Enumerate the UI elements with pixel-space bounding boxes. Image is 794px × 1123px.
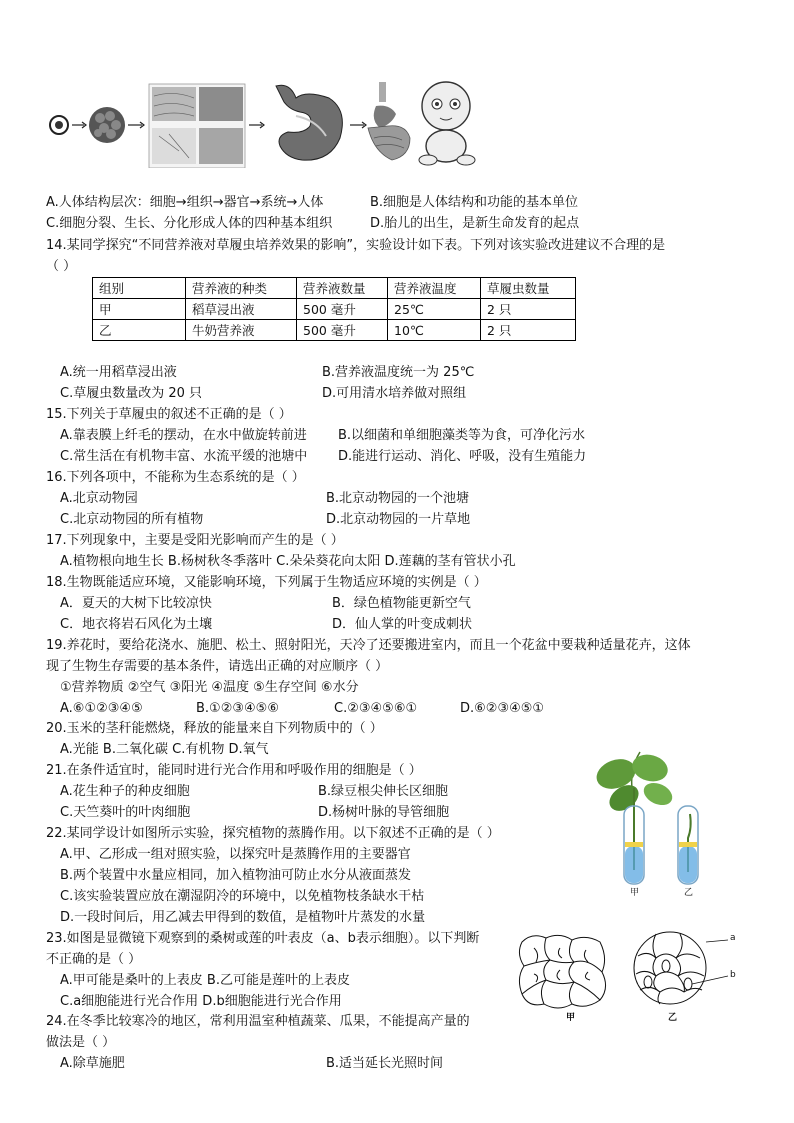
q17-stem: 17.下列现象中，主要是受阳光影响而产生的是（ ） bbox=[46, 533, 344, 548]
q16-option-b: B.北京动物园的一个池塘 bbox=[326, 491, 470, 506]
q14-option-b: B.营养液温度统一为 25℃ bbox=[322, 365, 475, 380]
table-header-cell: 营养液的种类 bbox=[186, 278, 297, 299]
q21-option-c: C.天竺葵叶的叶肉细胞 bbox=[60, 805, 191, 820]
q18-option-a: A．夏天的大树下比较凉快 bbox=[60, 596, 212, 611]
fig-label-jia: 甲 bbox=[630, 888, 640, 898]
q16-option-a: A.北京动物园 bbox=[60, 491, 138, 506]
q13-option-c: C.细胞分裂、生长、分化形成人体的四种基本组织 bbox=[46, 216, 333, 231]
q19-items: ①营养物质 ②空气 ③阳光 ④温度 ⑤生存空间 ⑥水分 bbox=[60, 680, 359, 695]
q24-stem-line2: 做法是（ ） bbox=[46, 1035, 116, 1050]
q18-option-d: D．仙人掌的叶变成刺状 bbox=[332, 617, 473, 632]
q23-stem-line1: 23.如图是显微镜下观察到的桑树或莲的叶表皮（a、b表示细胞）。以下判断 bbox=[46, 931, 480, 946]
table-cell: 2 只 bbox=[481, 320, 576, 341]
table-cell: 牛奶营养液 bbox=[186, 320, 297, 341]
table-cell: 甲 bbox=[93, 299, 186, 320]
q24-stem-line1: 24.在冬季比较寒冷的地区，常利用温室种植蔬菜、瓜果，不能提高产量的 bbox=[46, 1014, 470, 1029]
q22-stem: 22.某同学设计如图所示实验，探究植物的蒸腾作用。以下叙述不正确的是（ ） bbox=[46, 826, 500, 841]
q15-option-c: C.常生活在有机物丰富、水流平缓的池塘中 bbox=[60, 449, 308, 464]
q18-stem: 18.生物既能适应环境，又能影响环境，下列属于生物适应环境的实例是（ ） bbox=[46, 575, 487, 590]
table-header-row bbox=[93, 278, 576, 299]
q13-option-a: A.人体结构层次：细胞→组织→器官→系统→人体 bbox=[46, 195, 324, 210]
q19-stem-line2: 现了生物生存需要的基本条件，请选出正确的对应顺序（ ） bbox=[46, 659, 389, 674]
fig-label-yi: 乙 bbox=[684, 888, 694, 898]
fig-label-a: a bbox=[730, 933, 736, 943]
q22-option-d: D.一段时间后，用乙减去甲得到的数值，是植物叶片蒸发的水量 bbox=[60, 910, 426, 925]
q22-option-a: A.甲、乙形成一组对照实验，以探究叶是蒸腾作用的主要器官 bbox=[60, 847, 411, 862]
transpiration-figure bbox=[580, 748, 730, 898]
q23-stem-line2: 不正确的是（ ） bbox=[46, 952, 142, 967]
q14-table bbox=[92, 277, 576, 341]
table-header-cell: 草履虫数量 bbox=[481, 278, 576, 299]
q21-option-b: B.绿豆根尖伸长区细胞 bbox=[318, 784, 449, 799]
leaf-epidermis-figure bbox=[516, 928, 746, 1024]
q20-stem: 20.玉米的茎秆能燃烧，释放的能量来自下列物质中的（ ） bbox=[46, 721, 383, 736]
q16-stem: 16.下列各项中，不能称为生态系统的是（ ） bbox=[46, 470, 305, 485]
q19-stem-line1: 19.养花时，要给花浇水、施肥、松土、照射阳光，天冷了还要搬进室内，而且一个花盆中要栽种适量花卉，这体 bbox=[46, 638, 691, 653]
table-row bbox=[93, 299, 576, 320]
table-header-cell: 组别 bbox=[93, 278, 186, 299]
q19-choice-d: D.⑥②③④⑤① bbox=[460, 701, 545, 716]
q15-option-b: B.以细菌和单细胞藻类等为食，可净化污水 bbox=[338, 428, 586, 443]
table-cell: 乙 bbox=[93, 320, 186, 341]
table-cell: 10℃ bbox=[388, 320, 481, 341]
q15-option-d: D.能进行运动、消化、呼吸，没有生殖能力 bbox=[338, 449, 587, 464]
q18-option-b: B．绿色植物能更新空气 bbox=[332, 596, 471, 611]
fig-label-yi: 乙 bbox=[668, 1013, 678, 1023]
table-cell: 2 只 bbox=[481, 299, 576, 320]
q14-option-d: D.可用清水培养做对照组 bbox=[322, 386, 467, 401]
q23-options-ab: A.甲可能是桑叶的上表皮 B.乙可能是莲叶的上表皮 bbox=[60, 973, 350, 988]
table-header-cell: 营养液温度 bbox=[388, 278, 481, 299]
table-row bbox=[93, 320, 576, 341]
q15-option-a: A.靠表膜上纤毛的摆动，在水中做旋转前进 bbox=[60, 428, 307, 443]
q21-stem: 21.在条件适宜时，能同时进行光合作用和呼吸作用的细胞是（ ） bbox=[46, 763, 422, 778]
q20-options: A.光能 B.二氧化碳 C.有机物 D.氧气 bbox=[60, 742, 269, 757]
q23-options-cd: C.a细胞能进行光合作用 D.b细胞能进行光合作用 bbox=[60, 994, 342, 1009]
q18-option-c: C．地衣将岩石风化为土壤 bbox=[60, 617, 213, 632]
q24-option-b: B.适当延长光照时间 bbox=[326, 1056, 444, 1071]
table-cell: 500 毫升 bbox=[297, 299, 388, 320]
q17-options: A.植物根向地生长 B.杨树秋冬季落叶 C.朵朵葵花向太阳 D.莲藕的茎有管状小孔 bbox=[60, 554, 516, 569]
q16-option-d: D.北京动物园的一片草地 bbox=[326, 512, 471, 527]
fig-label-b: b bbox=[730, 970, 736, 980]
q14-option-a: A.统一用稻草浸出液 bbox=[60, 365, 177, 380]
q19-choice-b: B.①②③④⑤⑥ bbox=[196, 701, 279, 716]
development-sequence-figure bbox=[44, 76, 484, 168]
q16-option-c: C.北京动物园的所有植物 bbox=[60, 512, 204, 527]
q19-choice-c: C.②③④⑤⑥① bbox=[334, 701, 418, 716]
q21-option-a: A.花生种子的种皮细胞 bbox=[60, 784, 190, 799]
leaf-epidermis-svg bbox=[516, 928, 746, 1024]
q15-stem: 15.下列关于草履虫的叙述不正确的是（ ） bbox=[46, 407, 292, 422]
q13-option-b: B.细胞是人体结构和功能的基本单位 bbox=[370, 195, 579, 210]
q14-stem-bracket: （ ） bbox=[46, 259, 77, 274]
fig-label-jia: 甲 bbox=[566, 1013, 576, 1023]
q22-option-b: B.两个装置中水量应相同，加入植物油可防止水分从液面蒸发 bbox=[60, 868, 412, 883]
transpiration-svg bbox=[580, 748, 730, 898]
table-cell: 25℃ bbox=[388, 299, 481, 320]
development-sequence-svg bbox=[44, 76, 484, 168]
table-cell: 稻草浸出液 bbox=[186, 299, 297, 320]
q24-option-a: A.除草施肥 bbox=[60, 1056, 125, 1071]
table-header-cell: 营养液数量 bbox=[297, 278, 388, 299]
table-cell: 500 毫升 bbox=[297, 320, 388, 341]
q13-option-d: D.胎儿的出生，是新生命发育的起点 bbox=[370, 216, 580, 231]
q14-stem: 14.某同学探究“不同营养液对草履虫培养效果的影响”，实验设计如下表。下列对该实验改进建议不合理的是 bbox=[46, 238, 666, 253]
q19-choice-a: A.⑥①②③④⑤ bbox=[60, 701, 143, 716]
q21-option-d: D.杨树叶脉的导管细胞 bbox=[318, 805, 450, 820]
q14-option-c: C.草履虫数量改为 20 只 bbox=[60, 386, 203, 401]
q22-option-c: C.该实验装置应放在潮湿阴冷的环境中，以免植物枝条缺水干枯 bbox=[60, 889, 425, 904]
